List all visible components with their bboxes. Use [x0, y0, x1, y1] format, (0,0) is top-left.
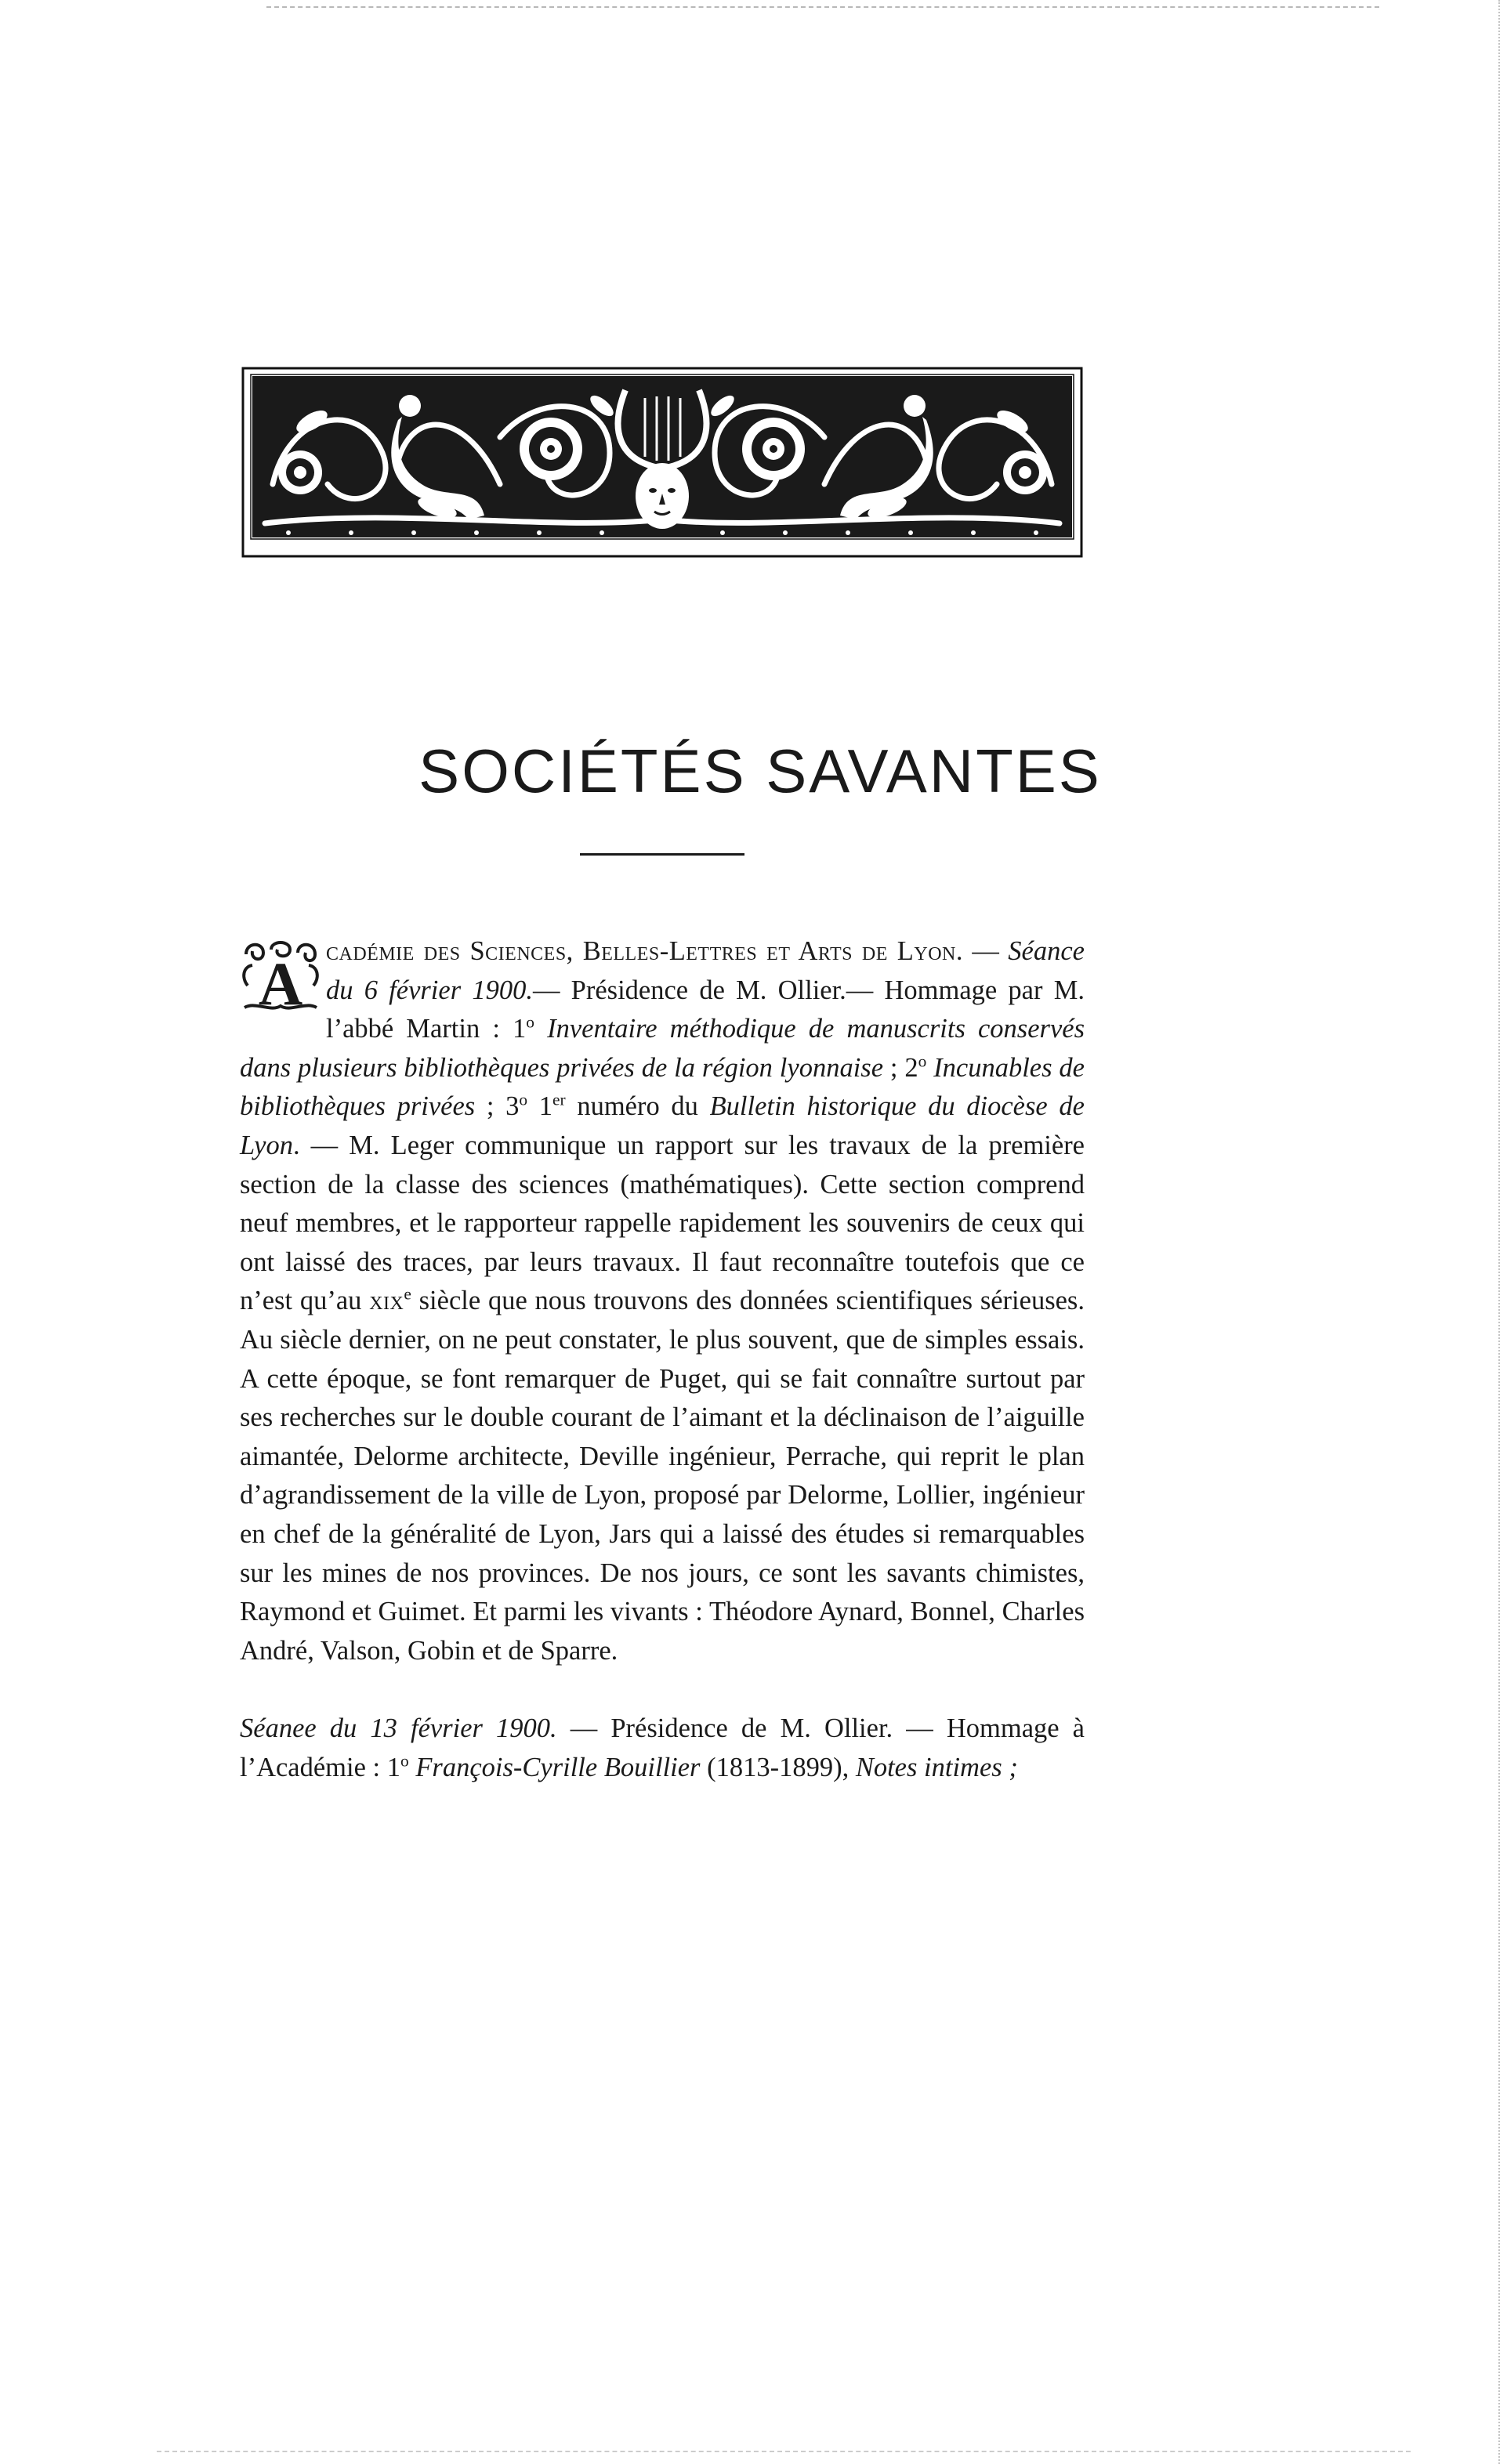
lead-dash: — [962, 936, 1009, 966]
item3-text: numéro du [565, 1091, 710, 1122]
separator-1: ; [883, 1052, 905, 1083]
drop-cap [240, 939, 321, 1014]
presidence-2: — Présidence de M. Ollier. — Hommage à l’Académie : [240, 1713, 1085, 1782]
title-divider [580, 853, 744, 856]
item3-issue-number: 1 [538, 1091, 553, 1122]
p2-item1-dates: (1813-1899), [700, 1752, 856, 1782]
seance-date-1: Séance du 6 février 1900. [326, 936, 1085, 1005]
scan-artifact-top [266, 6, 1379, 9]
paragraph-seance-6-fevrier [240, 932, 1085, 1670]
paragraph-seance-13-fevrier [240, 1710, 1085, 1787]
item1-number: 1 [513, 1014, 527, 1044]
scan-artifact-bottom [157, 2451, 1411, 2454]
report-continuation: siècle que nous trouvons des données scientifiques sérieuses. Au siècle dernier, on ne peut constater, le plus souvent, que de simples essais. A cette époque, se font remarquer de Puget, qui se fait connaître surtout par ses recherches sur le double courant de l’aimant et la déclinaison de l’aiguille aimantée, Delorme architecte, Deville ingénieur, Perrache, qui reprit le plan d’agrandissement de la ville de Lyon, proposé par Delorme, Lollier, ingénieur en chef de la généralité de Lyon, Jars qui a laissé des études si remarquables sur les mines de nos provinces. De nos jours, ce sont les savants chimistes, Raymond et Guimet. Et parmi les vivants : Théodore Aynard, Bonnel, Charles André, Valson, Gobin et de Sparre. [240, 1286, 1085, 1666]
item1-ordinal: o [526, 1012, 534, 1032]
item2-title: Incunables de bibliothèques privées [240, 1052, 1085, 1122]
institution-name: cadémie des Sciences, Belles-Lettres et Arts de Lyon. [326, 936, 963, 966]
p2-item1-ordinal: o [400, 1751, 409, 1771]
headpiece-ornament-icon [241, 367, 1083, 558]
page-title: SOCIÉTÉS SAVANTES [418, 736, 1102, 805]
item2-number: 2 [904, 1052, 918, 1083]
drop-cap-ornament-icon [240, 939, 321, 1014]
item1-title: Inventaire méthodique de manuscrits conservés dans plusieurs bibliothèques privées de la région lyonnaise [240, 1014, 1085, 1083]
scan-artifact-right [1498, 0, 1502, 2464]
drop-cap-letter: A [258, 950, 303, 1014]
item3-number: 3 [505, 1091, 520, 1122]
bulletin-title: Bulletin historique du diocèse de Lyon [240, 1091, 1085, 1160]
p2-item1-subtitle: Notes intimes ; [855, 1752, 1018, 1782]
p2-item1-title: François-Cyrille Bouillier [415, 1752, 701, 1782]
century-numeral: xix [369, 1286, 404, 1316]
leger-report: . — M. Leger communique un rapport sur les travaux de la première section de la classe des sciences (mathématiques). Cette section comprend neuf membres, et le rapporteur rappelle rapidement les souvenirs de ceux qui ont laissé des traces, par leurs travaux. Il faut reconnaître toutefois que ce n’est qu’au [240, 1130, 1085, 1316]
item3-issue-ordinal: er [552, 1090, 566, 1109]
ornamental-headpiece [241, 367, 1083, 558]
item2-ordinal: o [918, 1051, 927, 1071]
article-body [240, 932, 1085, 1787]
presidence-1: — Présidence de M. Ollier.— Hommage par M. l’abbé Martin : [326, 975, 1085, 1044]
century-ordinal: e [404, 1284, 411, 1304]
item3-ordinal: o [519, 1090, 528, 1109]
separator-2: ; [475, 1091, 506, 1122]
seance-date-2: Séanee du 13 février 1900. [240, 1713, 557, 1744]
p2-item1-number: 1 [386, 1752, 400, 1782]
